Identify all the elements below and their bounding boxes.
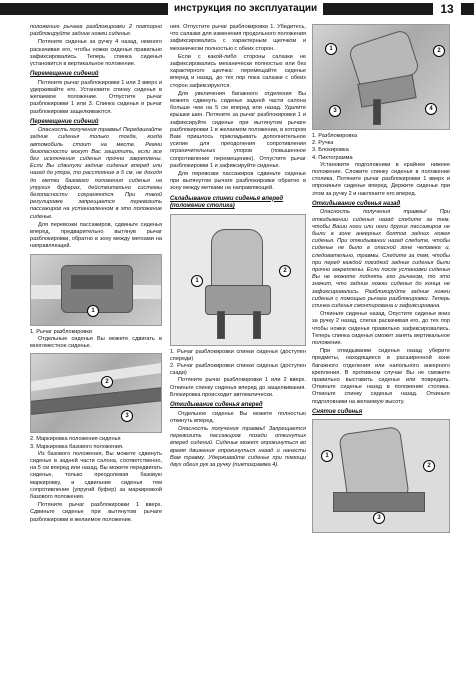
paragraph: Для перевозки пассажиров сдвиньте сиденье при вытянутом рычаге разблокировки обратно в зону между метками на направляющей. xyxy=(170,171,306,192)
page-number: 13 xyxy=(433,2,461,16)
callout-4: 4 xyxy=(425,103,437,115)
paragraph: Откиньте сиденье назад. Опустите сиденье вниз за ручку 2 назад, слегка раскачивая его, до тех пор чтобы ножки сиденья правильно зафиксировались. Теперь спинка сиденья сможет занять вертикальное положение. xyxy=(312,311,450,346)
callout-2: 2 xyxy=(423,460,435,472)
page-header xyxy=(0,0,474,18)
callout-3: 3 xyxy=(121,410,133,422)
legend-item: 3. Блокировка xyxy=(312,147,349,154)
section-heading: Откидывание сиденья вперед xyxy=(170,402,263,409)
callout-2: 2 xyxy=(101,376,113,388)
figure-caption: 3. Маркировка базового положения. xyxy=(30,443,124,450)
paragraph: При откидывании сиденья назад уберите предметы, находящиеся в расширенной зоне багажного отделения или напольного анкерного крепления. В противном случае Вы не сможете правильно выставить сиденье или повредить. Откиньте сиденье назад в положение столика. Откиньте спинку сиденья назад. Откиньте подголовники на желаемую высоту. xyxy=(312,348,450,405)
legend-item: 2. Ручка xyxy=(312,140,334,147)
callout-1: 1 xyxy=(321,450,333,462)
paragraph: Из базового положения, Вы можете сдвинуть сиденье в задней части салона, соответственно, на 5 см вперед или назад. Вы можете передвигать сиденье, только преодолевая базовую маркировку, и сдвигание сиденья тем сопротивление (упругий буфер) за маркировкой базового положения. xyxy=(30,450,162,500)
seat-lever-figure xyxy=(30,254,162,326)
paragraph: Для перевозки пассажиров, сдвиньте сиденья вперед, предварительно вытянув рычаг разблокировки, обратно в зону между метками на направляющей. xyxy=(30,221,162,250)
column-3 xyxy=(312,24,450,536)
figure-caption: 1. Рычаг разблокировки спинки сиденья (доступен спереди) xyxy=(170,348,306,362)
paragraph: ния. Отпустите рычаг разблокировки 1. Убедитесь, что салазки для изменения продольного положения зафиксировались с характерным щелчком и механически полностью с обеих сторон. xyxy=(170,24,306,52)
warning-paragraph: Опасность получения травмы! При откидывании сиденья назад следите за тем, чтобы Ваши ноги или ноги других пассажиров не были в зоне анкерных болтов задних ножек сиденья. При откидывании назад следите, чтобы сиденье не было в опасной зоне человека и, следовательно, травмы. Следите за тем, чтобы при перед каждой поездкой задние сиденья были прочно закреплены. Если после установки сиденья Вы не можете поднять его рычагом, то это значит, что задние ножки сиденья до конца не зафиксировались. Разблокируйте задние ножки сиденья с помощью рычага разблокировки. Теперь спинка сиденья смонтирована и зафиксирована. xyxy=(312,209,450,309)
callout-2: 2 xyxy=(433,45,445,57)
section-heading: Складывание спинки сиденья вперед (положение столика) xyxy=(170,195,284,210)
callout-1: 1 xyxy=(325,43,337,55)
section-heading: Снятие сиденья xyxy=(312,408,363,415)
seat-removal-figure xyxy=(312,419,450,533)
warning-paragraph: Опасность получения травмы! Передвигайте задние сиденья только тогда, когда автомобиль стоит на месте. Ремни безопасности могут Вас защитить, если все без исключения сиденья прочно закреплены. Если Вы сдвинули задние сиденья вперед или назад до упора, то расстояние в 5 см, не доходя до метки базового положения сиденья на упругих буферах, действительно системы безопасности сохраняются. При такой регулировке запрещается перевозить пассажиров на установленном в это положение сиденье. xyxy=(30,127,162,220)
figure-caption: 1. Рычаг разблокировки xyxy=(30,328,92,335)
column-1 xyxy=(30,24,162,525)
folded-seat-figure xyxy=(170,214,306,346)
paragraph: Для увеличения багажного отделения Вы можете сдвинуть сиденье задней части салона больше чем на 5 см вперед или назад. Удалите крышки шин. Потяните за рычаг разблокировки 1 и зафиксируйте сиденье при вытянутом рычаге разблокировки 1 в желаемом положении, в котором Вам пришлось прикладывать дополнительное усилие для преодоления сопротивления ограничительных упоров (повышенное сопротивление перемещению). Отпустите рычаг разблокировки 1 и зафиксируйте сиденье. xyxy=(170,90,306,169)
paragraph: Потяните сиденье за ручку 4 назад, немного раскачивая его, чтобы ножки сиденья правильно зафиксировались. Теперь спинка сиденья установится в вертикальное положение. xyxy=(30,39,162,68)
section-heading: Откидывание сиденья назад xyxy=(312,200,401,207)
paragraph: Потяните рычаг разблокировки 1 или 3 вверх и удерживайте его. Установите спинку сиденья в желаемое положение. Отпустите рычаг разблокировки 1 или 3. Спинка сиденья и рычаг разблокировки защелкиваются. xyxy=(30,79,162,115)
seat-tilt-figure xyxy=(312,24,450,130)
paragraph: Если с какой-либо стороны салазки не зафиксировались механически полностью или без характерного щелчка: перемещайте сиденье вперед и назад, до тех пор пока салазки с обеих сторон зафиксируются. xyxy=(170,53,306,89)
callout-3: 3 xyxy=(329,105,341,117)
section-heading: Перемещение сидений xyxy=(30,71,99,78)
figure-caption: 2. Рычаг разблокировки спинки сиденья (доступен сзади) xyxy=(170,363,306,377)
callout-1: 1 xyxy=(87,305,99,317)
paragraph: Потяните рычаг разблокировки 1 вверх. Сдвиньте сиденье при вытянутом рычаге разблокировки в желаемое положение. xyxy=(30,502,162,523)
legend-item: 1. Разблокировка xyxy=(312,133,358,139)
callout-2: 2 xyxy=(279,265,291,277)
section-heading: Перемещение сидений xyxy=(30,118,99,125)
callout-3: 3 xyxy=(373,512,385,524)
figure-caption: 2. Маркировка положения сиденья xyxy=(30,436,121,443)
seat-rail-markings-figure xyxy=(30,353,162,433)
paragraph: положению рычага разблокировки 2 повторно разблокируйте задние ножки сиденья. xyxy=(30,24,162,38)
paragraph: Отдельные сиденья Вы можете сдвигать в многоместное сиденье. xyxy=(30,335,162,350)
header-title: инструкция по эксплуатации xyxy=(168,2,323,16)
callout-1: 1 xyxy=(191,275,203,287)
warning-paragraph: Опасность получения травмы! Запрещается перевозить пассажиров позади откинутых вперед сидений. Сиденье может опрокинуться во время движения опрокинуться назад и нанести Вам травму. Удерживайте сиденье при помощи двух обеих рук за ручку (пиктограмма 4). xyxy=(170,426,306,469)
legend-item: 4. Пиктограмма xyxy=(312,154,353,161)
column-2 xyxy=(170,24,306,470)
paragraph: Потяните рычаг разблокировки 1 или 2 вверх. Откиньте спинку сиденья вперед до защелкивания. Блокировка происходит автоматически. xyxy=(170,377,306,398)
paragraph: Отдельное сиденье Вы можете полностью откинуть вперед. xyxy=(170,410,306,424)
paragraph: Установите подголовники в крайнее нижнее положение. Сложите спинку сиденья в положение столика. Потяните рычаг разблокировки 1 вверх и опрокиньте сиденье вперед. Держите сиденье при этом за ручку 2 и наклоните его вперед. xyxy=(312,161,450,197)
